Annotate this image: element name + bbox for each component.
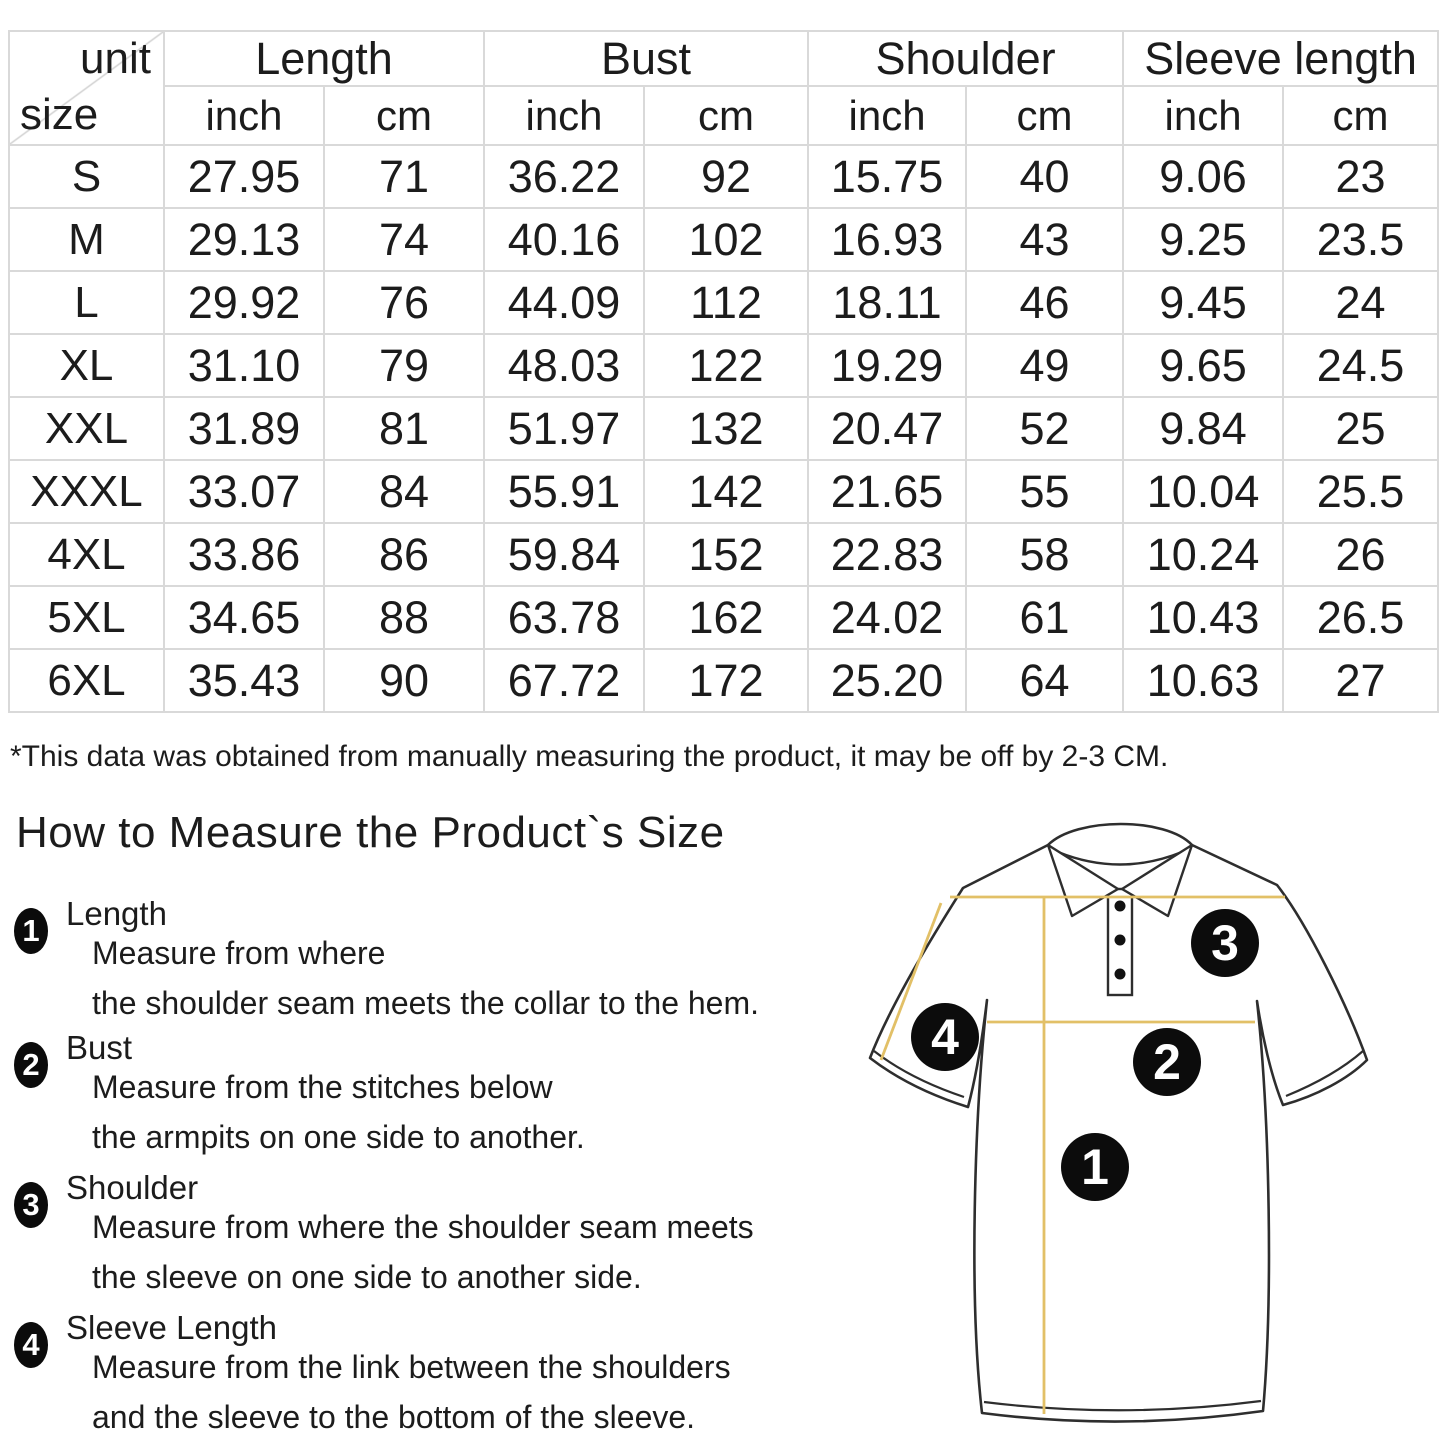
measurement-cell: 52 [966, 397, 1123, 460]
step-label: Length [66, 895, 167, 932]
measurement-cell: 34.65 [164, 586, 324, 649]
measurement-cell: 55 [966, 460, 1123, 523]
measurement-cell: 122 [644, 334, 808, 397]
measurement-cell: 24 [1283, 271, 1438, 334]
measurement-cell: 142 [644, 460, 808, 523]
measurement-cell: 76 [324, 271, 484, 334]
size-label: XL [9, 334, 164, 397]
measurement-cell: 172 [644, 649, 808, 712]
size-label: 6XL [9, 649, 164, 712]
measurement-cell: 51.97 [484, 397, 644, 460]
size-label: XXL [9, 397, 164, 460]
corner-unit-label: unit [80, 34, 151, 83]
measurement-cell: 31.89 [164, 397, 324, 460]
measurement-cell: 10.24 [1123, 523, 1283, 586]
size-label: M [9, 208, 164, 271]
unit-header: inch [1123, 86, 1283, 145]
measurement-cell: 112 [644, 271, 808, 334]
table-group-header-row [9, 31, 1438, 86]
step-3-badge: 3 [14, 1182, 48, 1228]
measurement-cell: 48.03 [484, 334, 644, 397]
step-label: Shoulder [66, 1169, 199, 1206]
step-description: the shoulder seam meets the collar to the hem. [92, 985, 760, 1021]
table-row [9, 649, 1438, 712]
table-row [9, 523, 1438, 586]
measurement-cell: 9.06 [1123, 145, 1283, 208]
measurement-cell: 40.16 [484, 208, 644, 271]
measurement-cell: 84 [324, 460, 484, 523]
step-description: and the sleeve to the bottom of the sleeve. [92, 1399, 696, 1435]
measurement-cell: 86 [324, 523, 484, 586]
measurement-cell: 59.84 [484, 523, 644, 586]
disclaimer-note: *This data was obtained from manually measuring the product, it may be off by 2-3 CM. [10, 740, 1169, 773]
col-group-shoulder: Shoulder [808, 31, 1123, 86]
button-icon [1115, 969, 1126, 980]
table-corner-cell [9, 31, 164, 145]
measurement-cell: 9.65 [1123, 334, 1283, 397]
step-description: Measure from where the shoulder seam meets [92, 1209, 754, 1245]
measurement-cell: 33.07 [164, 460, 324, 523]
measure-step-bust [14, 1030, 764, 1156]
step-description: the armpits on one side to another. [92, 1119, 585, 1155]
measurement-cell: 10.43 [1123, 586, 1283, 649]
measurement-cell: 20.47 [808, 397, 966, 460]
measurement-cell: 49 [966, 334, 1123, 397]
measurement-cell: 74 [324, 208, 484, 271]
measurement-cell: 43 [966, 208, 1123, 271]
measurement-cell: 33.86 [164, 523, 324, 586]
measure-step-sleeve-length [14, 1310, 764, 1436]
measurement-cell: 25.5 [1283, 460, 1438, 523]
table-row [9, 397, 1438, 460]
measurement-cell: 79 [324, 334, 484, 397]
measurement-cell: 29.92 [164, 271, 324, 334]
measurement-cell: 26 [1283, 523, 1438, 586]
measurement-cell: 9.45 [1123, 271, 1283, 334]
measurement-cell: 24.5 [1283, 334, 1438, 397]
measurement-cell: 81 [324, 397, 484, 460]
step-2-badge: 2 [14, 1042, 48, 1088]
table-unit-header-row [9, 86, 1438, 145]
table-row [9, 145, 1438, 208]
measurement-cell: 26.5 [1283, 586, 1438, 649]
step-description: Measure from the link between the shoulders [92, 1349, 731, 1385]
table-row [9, 271, 1438, 334]
measurement-cell: 67.72 [484, 649, 644, 712]
size-table [8, 30, 1439, 713]
measurement-cell: 55.91 [484, 460, 644, 523]
measurement-cell: 58 [966, 523, 1123, 586]
measurement-cell: 36.22 [484, 145, 644, 208]
measurement-cell: 25.20 [808, 649, 966, 712]
diagram-badge-4-number: 4 [931, 1009, 959, 1065]
measurement-cell: 132 [644, 397, 808, 460]
unit-header: inch [484, 86, 644, 145]
measurement-cell: 21.65 [808, 460, 966, 523]
diagram-badge-1-number: 1 [1081, 1139, 1109, 1195]
polo-shirt-diagram [850, 775, 1390, 1443]
table-row [9, 586, 1438, 649]
measurement-cell: 64 [966, 649, 1123, 712]
measure-step-length [14, 896, 764, 1022]
unit-header: inch [164, 86, 324, 145]
measurement-cell: 9.25 [1123, 208, 1283, 271]
measurement-cell: 71 [324, 145, 484, 208]
measurement-cell: 61 [966, 586, 1123, 649]
step-4-badge: 4 [14, 1322, 48, 1368]
measurement-cell: 18.11 [808, 271, 966, 334]
measurement-cell: 19.29 [808, 334, 966, 397]
measurement-cell: 31.10 [164, 334, 324, 397]
how-to-measure-title: How to Measure the Product`s Size [16, 808, 725, 857]
step-description: Measure from where [92, 935, 386, 971]
size-label: 5XL [9, 586, 164, 649]
table-row [9, 208, 1438, 271]
measurement-cell: 10.63 [1123, 649, 1283, 712]
step-description: Measure from the stitches below [92, 1069, 553, 1105]
measurement-cell: 162 [644, 586, 808, 649]
table-row [9, 460, 1438, 523]
measurement-cell: 152 [644, 523, 808, 586]
table-row [9, 334, 1438, 397]
measurement-cell: 29.13 [164, 208, 324, 271]
diagram-badge-2-number: 2 [1153, 1034, 1181, 1090]
diagram-badge-3-number: 3 [1211, 915, 1239, 971]
size-label: L [9, 271, 164, 334]
unit-header: cm [1283, 86, 1438, 145]
measurement-cell: 27.95 [164, 145, 324, 208]
measurement-cell: 10.04 [1123, 460, 1283, 523]
step-description: the sleeve on one side to another side. [92, 1259, 642, 1295]
size-label: XXXL [9, 460, 164, 523]
measurement-cell: 23.5 [1283, 208, 1438, 271]
measurement-cell: 88 [324, 586, 484, 649]
col-group-length: Length [164, 31, 484, 86]
measurement-cell: 25 [1283, 397, 1438, 460]
size-label: 4XL [9, 523, 164, 586]
button-icon [1115, 901, 1126, 912]
button-icon [1115, 935, 1126, 946]
measurement-cell: 9.84 [1123, 397, 1283, 460]
step-label: Sleeve Length [66, 1309, 278, 1346]
unit-header: inch [808, 86, 966, 145]
measure-step-shoulder [14, 1170, 764, 1296]
size-label: S [9, 145, 164, 208]
col-group-sleeve-length: Sleeve length [1123, 31, 1438, 86]
measurement-cell: 35.43 [164, 649, 324, 712]
measurement-cell: 102 [644, 208, 808, 271]
measurement-cell: 92 [644, 145, 808, 208]
measurement-cell: 63.78 [484, 586, 644, 649]
corner-size-label: size [20, 90, 99, 139]
unit-header: cm [644, 86, 808, 145]
col-group-bust: Bust [484, 31, 808, 86]
measurement-cell: 22.83 [808, 523, 966, 586]
step-label: Bust [66, 1029, 133, 1066]
measurement-cell: 24.02 [808, 586, 966, 649]
unit-header: cm [966, 86, 1123, 145]
measurement-cell: 27 [1283, 649, 1438, 712]
measurement-cell: 15.75 [808, 145, 966, 208]
step-1-badge: 1 [14, 908, 48, 954]
measurement-cell: 44.09 [484, 271, 644, 334]
unit-header: cm [324, 86, 484, 145]
measurement-cell: 16.93 [808, 208, 966, 271]
measurement-cell: 40 [966, 145, 1123, 208]
measurement-cell: 23 [1283, 145, 1438, 208]
measurement-cell: 46 [966, 271, 1123, 334]
measurement-cell: 90 [324, 649, 484, 712]
